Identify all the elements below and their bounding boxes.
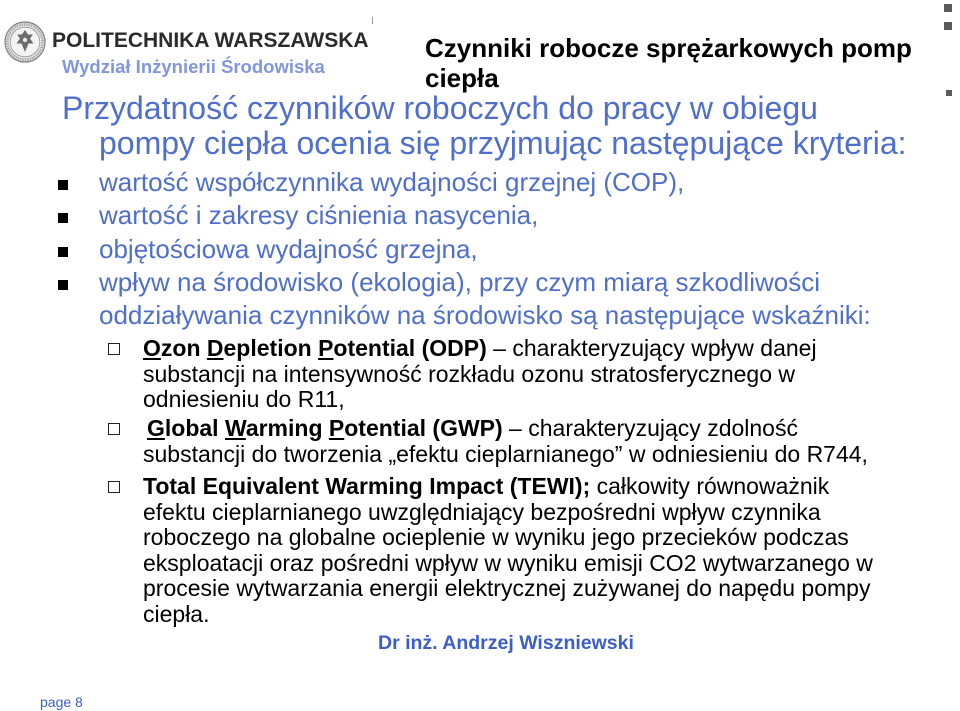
- term-fragment: epletion: [223, 335, 319, 361]
- decorative-square: [944, 4, 952, 12]
- decorative-square: [944, 22, 952, 30]
- indicator-term: Total Equivalent Warming Impact (TEWI);: [143, 473, 591, 499]
- indicator-line: procesie wytwarzania energii elektrycznej zużywanej do napędu pompy: [143, 575, 871, 601]
- hollow-square-bullet-icon: [108, 423, 120, 435]
- filled-square-bullet-icon: [58, 247, 68, 257]
- filled-square-bullet-icon: [58, 213, 68, 223]
- criteria-text: wartość i zakresy ciśnienia nasycenia,: [99, 200, 539, 231]
- term-initial: P: [318, 335, 334, 361]
- indicator-line: substancji na intensywność rozkładu ozonu stratosferycznego w: [143, 360, 796, 387]
- university-name: POLITECHNIKA WARSZAWSKA: [52, 29, 369, 52]
- indicator-line: eksploatacji oraz pośredni wpływ w wyniku emisji CO2 wytwarzanego w: [143, 549, 873, 576]
- term-fragment: zon: [160, 335, 207, 361]
- criteria-item: [0, 199, 960, 232]
- indicator-description: całkowity równoważnik: [590, 473, 830, 499]
- term-initial: O: [143, 335, 161, 361]
- intro-line: Przydatność czynników roboczych do pracy w obiegu: [62, 90, 818, 126]
- indicator-line: substancji do tworzenia „efektu cieplarnianego” w odniesieniu do R744,: [143, 440, 868, 467]
- criteria-list: [0, 166, 960, 332]
- term-initial: W: [224, 415, 246, 441]
- author-name: Dr inż. Andrzej Wiszniewski: [378, 632, 634, 654]
- indicator-line: efektu cieplarnianego uwzględniający bezpośredni wpływ czynnika: [143, 498, 821, 525]
- indicator-term: [143, 335, 487, 361]
- page-number: page 8: [40, 694, 83, 710]
- decorative-tick: [372, 17, 373, 24]
- seal-icon: [4, 21, 46, 63]
- term-fragment: arming: [245, 415, 329, 441]
- hollow-square-bullet-icon: [108, 481, 120, 493]
- indicator-description: – charakteryzujący zdolność: [502, 415, 798, 441]
- filled-square-bullet-icon: [58, 180, 68, 190]
- indicator-first-line: [0, 416, 960, 442]
- criteria-item: [0, 266, 960, 333]
- criteria-item: [0, 233, 960, 266]
- term-initial: P: [328, 415, 345, 441]
- university-seal-logo: [4, 21, 46, 63]
- intro-line: pompy ciepła ocenia się przyjmując następujące kryteria:: [99, 125, 907, 161]
- indicator-first-line: [0, 336, 960, 362]
- term-fragment: lobal: [164, 415, 225, 441]
- indicator-first-line: [0, 474, 960, 500]
- intro-text: [0, 91, 960, 161]
- criteria-text: wartość współczynnika wydajności grzejnej (COP),: [99, 167, 685, 197]
- filled-square-bullet-icon: [58, 280, 68, 290]
- indicator-gwp: [0, 416, 960, 467]
- indicator-line: odniesieniu do R11,: [143, 386, 345, 412]
- term-fragment: otential (ODP): [333, 335, 487, 361]
- indicator-term: [147, 415, 503, 441]
- criteria-text: wpływ na środowisko (ekologia), przy czym miarą szkodliwości: [99, 266, 820, 297]
- faculty-name: Wydział Inżynierii Środowiska: [62, 56, 325, 77]
- slide-title-line-2: ciepła: [425, 63, 499, 93]
- term-initial: G: [147, 415, 165, 441]
- indicator-description: – charakteryzujący wpływ danej: [486, 335, 817, 361]
- indicator-odp: [0, 336, 960, 413]
- term-fragment: otential (GWP): [344, 415, 503, 441]
- hollow-square-bullet-icon: [108, 343, 120, 355]
- criteria-text: oddziaływania czynników na środowisko są następujące wskaźniki:: [99, 300, 871, 330]
- criteria-text: objętościowa wydajność grzejna,: [99, 233, 478, 264]
- criteria-item: [0, 166, 960, 199]
- term-initial: D: [206, 335, 224, 361]
- slide-title: [425, 33, 912, 93]
- indicator-line: roboczego na globalne ocieplenie w wyniku jego przecieków podczas: [143, 524, 849, 550]
- indicator-line: ciepła.: [143, 600, 210, 627]
- slide-title-line-1: Czynniki robocze sprężarkowych pomp: [425, 33, 912, 63]
- indicator-tewi: [0, 474, 960, 627]
